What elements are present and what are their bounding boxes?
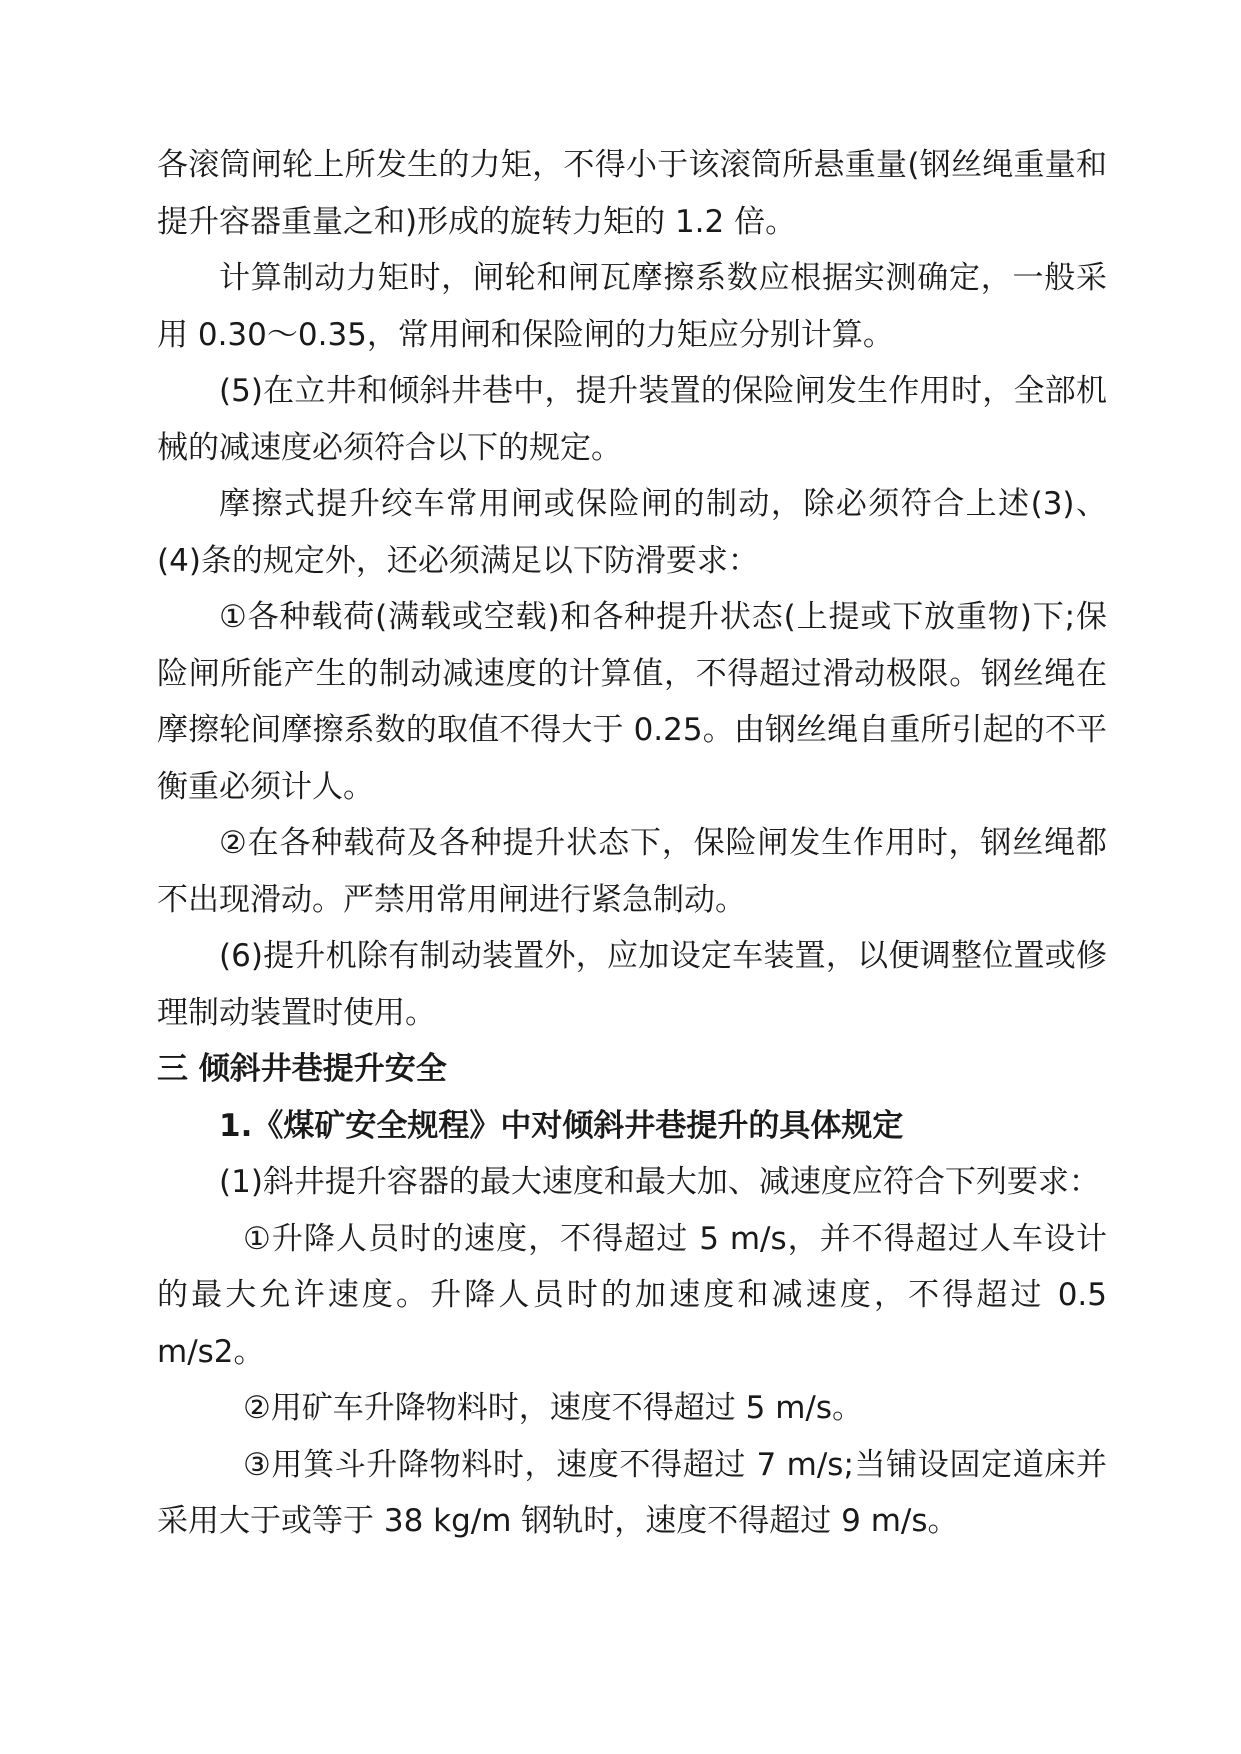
paragraph-speed-skip: ③用箕斗升降物料时，速度不得超过 7 m/s;当铺设固定道床并采用大于或等于 38 kg/m 钢轨时，速度不得超过 9 m/s。 bbox=[157, 1446, 1107, 1539]
paragraph-friction-coefficient: 计算制动力矩时，闸轮和闸瓦摩擦系数应根据实测确定，一般采用 0.30～0.35，常用闸和保险闸的力矩应分别计算。 bbox=[157, 260, 1107, 353]
paragraph-rule-5: (5)在立井和倾斜井巷中，提升装置的保险闸发生作用时，全部机械的减速度必须符合以下的规定。 bbox=[157, 373, 1107, 466]
document-body bbox=[157, 137, 1107, 1550]
paragraph-speed-personnel: ①升降人员时的速度，不得超过 5 m/s，并不得超过人车设计的最大允许速度。升降人员时的加速度和减速度，不得超过 0.5 m/s2。 bbox=[157, 1220, 1107, 1370]
paragraph-speed-mine-car: ②用矿车升降物料时，速度不得超过 5 m/s。 bbox=[243, 1390, 864, 1426]
paragraph-brake-torque: 各滚筒闸轮上所发生的力矩，不得小于该滚筒所悬重量(钢丝绳重量和提升容器重量之和)形成的旋转力矩的 1.2 倍。 bbox=[157, 147, 1107, 240]
paragraph-anti-slip-2: ②在各种载荷及各种提升状态下，保险闸发生作用时，钢丝绳都不出现滑动。严禁用常用闸进行紧急制动。 bbox=[157, 825, 1107, 918]
paragraph-incline-rule-1: (1)斜井提升容器的最大速度和最大加、减速度应符合下列要求： bbox=[219, 1164, 1100, 1200]
paragraph-anti-slip-1: ①各种载荷(满载或空载)和各种提升状态(上提或下放重物)下;保险闸所能产生的制动减速度的计算值，不得超过滑动极限。钢丝绳在摩擦轮间摩擦系数的取值不得大于 0.25。由钢丝绳自重所引起的不平衡重必须计人。 bbox=[157, 599, 1107, 805]
paragraph-friction-winch: 摩擦式提升绞车常用闸或保险闸的制动，除必须符合上述(3)、(4)条的规定外，还必须满足以下防滑要求： bbox=[157, 486, 1107, 579]
section-heading: 三 倾斜井巷提升安全 bbox=[157, 1051, 447, 1087]
paragraph-rule-6: (6)提升机除有制动装置外，应加设定车装置，以便调整位置或修理制动装置时使用。 bbox=[157, 938, 1107, 1031]
sub-heading: 1.《煤矿安全规程》中对倾斜井巷提升的具体规定 bbox=[219, 1107, 904, 1144]
